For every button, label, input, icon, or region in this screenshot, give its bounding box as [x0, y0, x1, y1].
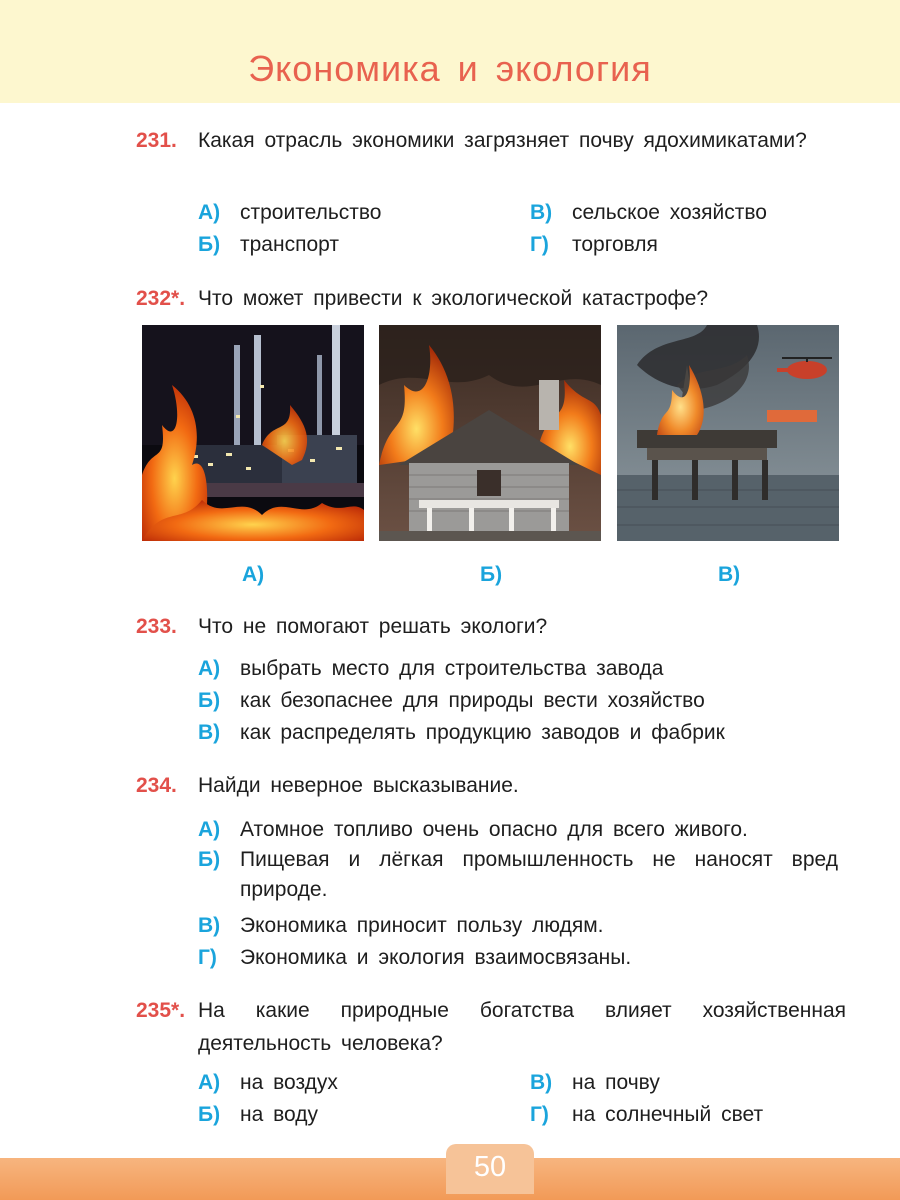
option-235-b[interactable] — [198, 1100, 318, 1130]
option-text: на солнечный свет — [572, 1103, 764, 1126]
option-letter: В) — [198, 721, 221, 744]
burning-factory-image[interactable] — [142, 325, 364, 541]
option-letter: А) — [198, 818, 221, 841]
option-text: сельское хозяйство — [572, 201, 767, 224]
question-232 — [136, 282, 846, 315]
option-text: Экономика и экология взаимосвязаны. — [240, 946, 632, 969]
question-text: Найди неверное высказывание. — [198, 774, 519, 797]
image-label-a: А) — [242, 563, 265, 586]
question-text: Что может привести к экологической катастрофе? — [198, 287, 709, 310]
option-text: как распределять продукцию заводов и фабрик — [240, 721, 725, 744]
option-235-a[interactable] — [198, 1068, 338, 1098]
option-text: Экономика приносит пользу людям. — [240, 914, 604, 937]
image-label-b: Б) — [480, 563, 503, 586]
option-text: как безопаснее для природы вести хозяйство — [240, 689, 705, 712]
burning-house-image[interactable] — [379, 325, 601, 541]
option-235-d[interactable] — [530, 1100, 763, 1130]
question-text: Что не помогают решать экологи? — [198, 615, 548, 638]
option-letter: В) — [198, 914, 221, 937]
question-235 — [136, 994, 846, 1060]
question-text: На какие природные богатства влияет хозяйственная деятельность человека? — [198, 999, 846, 1055]
option-letter: В) — [530, 1071, 553, 1094]
option-233-c[interactable] — [198, 718, 725, 748]
option-letter: А) — [198, 1071, 221, 1094]
option-text: на почву — [572, 1071, 660, 1094]
question-number: 233. — [136, 615, 177, 638]
option-letter: Г) — [530, 1103, 549, 1126]
option-letter: А) — [198, 657, 221, 680]
option-231-a[interactable] — [198, 198, 381, 228]
option-231-b[interactable] — [198, 230, 339, 260]
option-text: торговля — [572, 233, 658, 256]
option-letter: Б) — [198, 1103, 221, 1126]
option-letter: Б) — [198, 689, 221, 712]
option-text: на воду — [240, 1103, 319, 1126]
question-233 — [136, 610, 846, 643]
option-234-b[interactable] — [198, 845, 838, 905]
question-231 — [136, 124, 846, 157]
question-number: 232*. — [136, 287, 186, 310]
question-number: 231. — [136, 129, 177, 152]
option-text: транспорт — [240, 233, 339, 256]
option-234-d[interactable] — [198, 943, 631, 973]
option-231-d[interactable] — [530, 230, 658, 260]
option-letter: Б) — [198, 233, 221, 256]
option-234-c[interactable] — [198, 911, 604, 941]
burning-oil-platform-image[interactable] — [617, 325, 839, 541]
option-letter: Б) — [198, 848, 221, 871]
question-234 — [136, 769, 846, 802]
option-letter: В) — [530, 201, 553, 224]
page-header — [0, 0, 900, 103]
option-233-b[interactable] — [198, 686, 705, 716]
option-letter: Г) — [198, 946, 217, 969]
option-234-a[interactable] — [198, 815, 838, 845]
option-text: строительство — [240, 201, 382, 224]
option-text: выбрать место для строительства завода — [240, 657, 664, 680]
option-text: Атомное топливо очень опасно для всего живого. — [240, 818, 748, 841]
option-text: Пищевая и лёгкая промышленность не наносят вред природе. — [240, 848, 838, 901]
page-title: Экономика и экология — [248, 48, 652, 89]
image-label-c: В) — [718, 563, 741, 586]
question-number: 235*. — [136, 999, 186, 1022]
option-letter: А) — [198, 201, 221, 224]
option-235-c[interactable] — [530, 1068, 660, 1098]
option-text: на воздух — [240, 1071, 338, 1094]
question-number: 234. — [136, 774, 177, 797]
option-letter: Г) — [530, 233, 549, 256]
question-text: Какая отрасль экономики загрязняет почву ядохимикатами? — [198, 129, 807, 152]
option-233-a[interactable] — [198, 654, 664, 684]
page-number: 50 — [446, 1144, 534, 1194]
option-231-c[interactable] — [530, 198, 767, 228]
